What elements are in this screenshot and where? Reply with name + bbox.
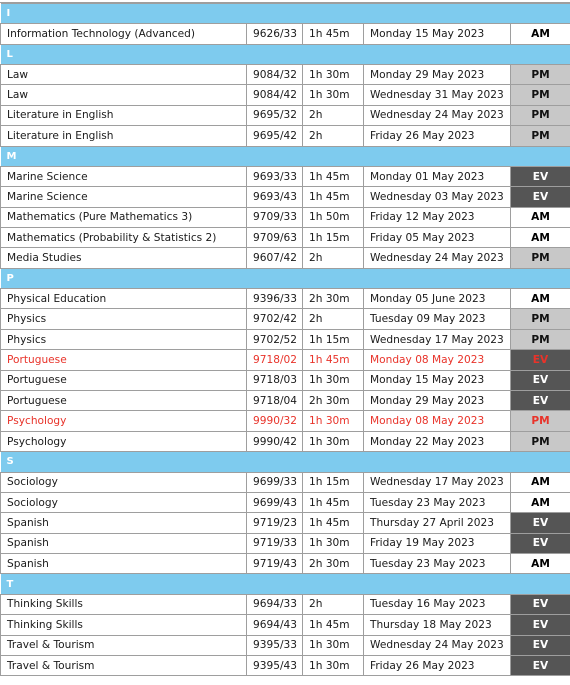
exam-row [1,126,570,146]
exam-row [1,391,570,411]
section-letter: I [1,4,570,24]
duration-cell: 1h 30m [303,635,364,655]
component-code-cell: 9693/43 [247,187,303,207]
section-letter: S [1,452,570,472]
component-code-cell: 9084/42 [247,85,303,105]
subject-cell: Literature in English [1,126,247,146]
date-cell: Monday 29 May 2023 [364,391,511,411]
session-cell: AM [511,24,570,44]
date-cell: Tuesday 09 May 2023 [364,309,511,329]
date-cell: Friday 26 May 2023 [364,655,511,675]
date-cell: Thursday 27 April 2023 [364,513,511,533]
subject-cell: Portuguese [1,370,247,390]
component-code-cell: 9709/33 [247,207,303,227]
exam-row [1,513,570,533]
component-code-cell: 9396/33 [247,289,303,309]
subject-cell: Spanish [1,513,247,533]
subject-cell: Thinking Skills [1,594,247,614]
session-cell: EV [511,594,570,614]
duration-cell: 1h 30m [303,85,364,105]
exam-row [1,533,570,553]
session-cell: EV [511,187,570,207]
session-cell: EV [511,635,570,655]
component-code-cell: 9719/43 [247,554,303,574]
duration-cell: 2h [303,105,364,125]
subject-cell: Psychology [1,431,247,451]
section-letter: L [1,44,570,64]
session-cell: PM [511,64,570,84]
exam-row [1,166,570,186]
duration-cell: 1h 30m [303,370,364,390]
duration-cell: 1h 45m [303,615,364,635]
subject-cell: Travel & Tourism [1,655,247,675]
date-cell: Friday 26 May 2023 [364,126,511,146]
subject-cell: Thinking Skills [1,615,247,635]
exam-row [1,309,570,329]
date-cell: Wednesday 17 May 2023 [364,329,511,349]
section-header-row [1,574,570,594]
component-code-cell: 9702/52 [247,329,303,349]
date-cell: Monday 15 May 2023 [364,370,511,390]
exam-row [1,64,570,84]
session-cell: PM [511,126,570,146]
exam-row [1,228,570,248]
subject-cell: Spanish [1,554,247,574]
component-code-cell: 9084/32 [247,64,303,84]
session-cell: EV [511,513,570,533]
component-code-cell: 9990/32 [247,411,303,431]
component-code-cell: 9718/03 [247,370,303,390]
component-code-cell: 9693/33 [247,166,303,186]
session-cell: AM [511,207,570,227]
session-cell: EV [511,533,570,553]
session-cell: PM [511,105,570,125]
duration-cell: 1h 30m [303,431,364,451]
section-header-row [1,146,570,166]
date-cell: Tuesday 23 May 2023 [364,554,511,574]
date-cell: Monday 08 May 2023 [364,411,511,431]
date-cell: Wednesday 31 May 2023 [364,85,511,105]
subject-cell: Mathematics (Pure Mathematics 3) [1,207,247,227]
subject-cell: Physics [1,329,247,349]
exam-row [1,635,570,655]
exam-row [1,411,570,431]
subject-cell: Portuguese [1,391,247,411]
duration-cell: 1h 45m [303,166,364,186]
subject-cell: Physical Education [1,289,247,309]
timetable-body [1,4,570,676]
subject-cell: Information Technology (Advanced) [1,24,247,44]
date-cell: Wednesday 24 May 2023 [364,635,511,655]
exam-row [1,492,570,512]
date-cell: Friday 19 May 2023 [364,533,511,553]
section-header-row [1,44,570,64]
exam-row [1,24,570,44]
exam-row [1,85,570,105]
date-cell: Monday 08 May 2023 [364,350,511,370]
component-code-cell: 9695/32 [247,105,303,125]
section-header-row [1,268,570,288]
session-cell: AM [511,228,570,248]
exam-row [1,105,570,125]
session-cell: EV [511,166,570,186]
section-header-row [1,452,570,472]
component-code-cell: 9626/33 [247,24,303,44]
duration-cell: 1h 30m [303,533,364,553]
duration-cell: 2h 30m [303,289,364,309]
session-cell: EV [511,391,570,411]
duration-cell: 2h [303,248,364,268]
section-header-row [1,4,570,24]
duration-cell: 1h 45m [303,513,364,533]
section-letter: P [1,268,570,288]
exam-row [1,370,570,390]
exam-row [1,248,570,268]
subject-cell: Portuguese [1,350,247,370]
duration-cell: 1h 30m [303,655,364,675]
date-cell: Tuesday 16 May 2023 [364,594,511,614]
exam-row [1,289,570,309]
component-code-cell: 9990/42 [247,431,303,451]
component-code-cell: 9694/33 [247,594,303,614]
component-code-cell: 9719/33 [247,533,303,553]
duration-cell: 1h 30m [303,64,364,84]
subject-cell: Media Studies [1,248,247,268]
date-cell: Thursday 18 May 2023 [364,615,511,635]
subject-cell: Sociology [1,472,247,492]
exam-row [1,615,570,635]
exam-row [1,187,570,207]
subject-cell: Sociology [1,492,247,512]
subject-cell: Spanish [1,533,247,553]
session-cell: EV [511,370,570,390]
duration-cell: 1h 45m [303,492,364,512]
date-cell: Wednesday 24 May 2023 [364,248,511,268]
duration-cell: 2h 30m [303,554,364,574]
session-cell: AM [511,554,570,574]
duration-cell: 1h 45m [303,187,364,207]
component-code-cell: 9607/42 [247,248,303,268]
session-cell: AM [511,472,570,492]
component-code-cell: 9718/04 [247,391,303,411]
session-cell: PM [511,329,570,349]
component-code-cell: 9395/43 [247,655,303,675]
session-cell: PM [511,248,570,268]
duration-cell: 1h 15m [303,472,364,492]
duration-cell: 2h [303,309,364,329]
duration-cell: 2h [303,594,364,614]
duration-cell: 1h 45m [303,350,364,370]
section-letter: T [1,574,570,594]
subject-cell: Physics [1,309,247,329]
session-cell: EV [511,615,570,635]
date-cell: Monday 29 May 2023 [364,64,511,84]
component-code-cell: 9709/63 [247,228,303,248]
date-cell: Monday 22 May 2023 [364,431,511,451]
exam-timetable [0,3,570,676]
component-code-cell: 9699/43 [247,492,303,512]
component-code-cell: 9702/42 [247,309,303,329]
session-cell: PM [511,85,570,105]
subject-cell: Marine Science [1,166,247,186]
subject-cell: Mathematics (Probability & Statistics 2) [1,228,247,248]
date-cell: Monday 05 June 2023 [364,289,511,309]
exam-row [1,655,570,675]
date-cell: Wednesday 03 May 2023 [364,187,511,207]
component-code-cell: 9719/23 [247,513,303,533]
exam-row [1,472,570,492]
duration-cell: 2h 30m [303,391,364,411]
session-cell: EV [511,350,570,370]
session-cell: AM [511,492,570,512]
session-cell: AM [511,289,570,309]
exam-row [1,554,570,574]
duration-cell: 2h [303,126,364,146]
section-letter: M [1,146,570,166]
subject-cell: Psychology [1,411,247,431]
date-cell: Wednesday 24 May 2023 [364,105,511,125]
component-code-cell: 9699/33 [247,472,303,492]
date-cell: Monday 15 May 2023 [364,24,511,44]
component-code-cell: 9718/02 [247,350,303,370]
date-cell: Tuesday 23 May 2023 [364,492,511,512]
component-code-cell: 9395/33 [247,635,303,655]
subject-cell: Law [1,64,247,84]
duration-cell: 1h 45m [303,24,364,44]
session-cell: PM [511,309,570,329]
duration-cell: 1h 15m [303,329,364,349]
exam-row [1,431,570,451]
subject-cell: Law [1,85,247,105]
duration-cell: 1h 30m [303,411,364,431]
subject-cell: Travel & Tourism [1,635,247,655]
duration-cell: 1h 15m [303,228,364,248]
date-cell: Friday 12 May 2023 [364,207,511,227]
date-cell: Wednesday 17 May 2023 [364,472,511,492]
exam-row [1,329,570,349]
component-code-cell: 9694/43 [247,615,303,635]
subject-cell: Literature in English [1,105,247,125]
session-cell: PM [511,431,570,451]
subject-cell: Marine Science [1,187,247,207]
date-cell: Monday 01 May 2023 [364,166,511,186]
exam-row [1,594,570,614]
session-cell: EV [511,655,570,675]
duration-cell: 1h 50m [303,207,364,227]
session-cell: PM [511,411,570,431]
component-code-cell: 9695/42 [247,126,303,146]
exam-row [1,350,570,370]
exam-row [1,207,570,227]
date-cell: Friday 05 May 2023 [364,228,511,248]
